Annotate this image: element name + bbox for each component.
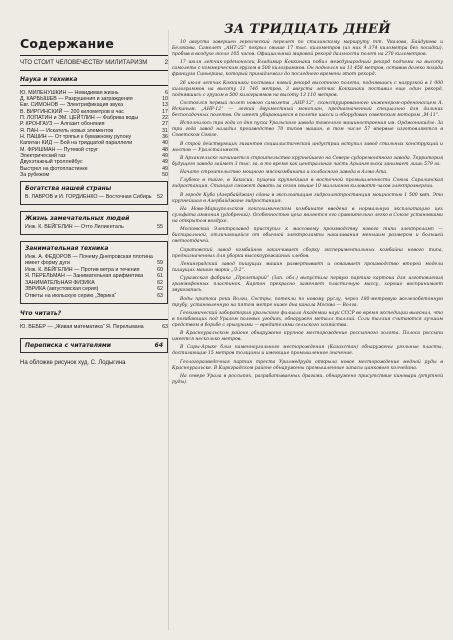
article-paragraph: В Красноуральском районе обнаружено крупное месторождение россыпного золота. Полоса россыпи имеется несколько метров. (172, 331, 443, 343)
toc-entry-title: ЗВРИКА (августовская серия) (25, 286, 99, 293)
article-paragraph: В Сары-Арыке близ каменноугольного месторождения (Казахстан) обнаружены угольные пласты, достигающие 15 метров толщины и имеющие промышленное значение. (172, 345, 443, 357)
toc-entry-page: 6 (165, 89, 168, 96)
toc-entry[interactable] (25, 194, 163, 201)
toc-entry-page: 63 (157, 293, 163, 300)
article-paragraph: Состоялся первый полет нового самолета „АНР-12“, сконструированного инженером-орденоносцем А. Искиным. „АНР-12“ — легкий двухместный моноплан, предназначенный специально для дальних беспосадочных полетов. Он имеет убирающееся в полете шасси и оборудован советским мотором „М-11“. (172, 100, 443, 119)
toc-entry-page: 63 (162, 323, 168, 330)
article-paragraph: 10 августа завершен героический перелет по сталинскому маршруту тт. Чкалова, Байдукова и Белякова. Самолет „АНТ-25“ покрыл свыше 17 тыс. километров (из них 9 374 километра без посадки), пробыв в воздухе около 105 часов. Официальный мировой рекорд дальности полет на 270 километров. (172, 40, 443, 58)
article-paragraph: В строй действующих гигантов социалистической индустрии вступил завод стальных конструкций и мостов — Уралстальмост. (172, 141, 443, 153)
toc-entry-title: П. ЛОПАТИН и ЭМ. ЦЕЙТЛИН — Фабрика воды (20, 114, 139, 121)
toc-entry-title: ЗАНИМАТЕЛЬНАЯ ФИЗИКА (25, 279, 95, 286)
toc-section-heading: Жизнь замечательных людей (25, 214, 130, 222)
article-body (172, 40, 443, 386)
column-divider (168, 30, 169, 630)
toc-entry-page: 50 (162, 171, 168, 178)
table-of-contents (20, 36, 168, 367)
toc-entry-page: 2 (164, 60, 168, 66)
toc-entry[interactable] (20, 172, 168, 178)
toc-entry-page: 59 (157, 260, 163, 267)
toc-entry-page: 10 (162, 95, 168, 102)
toc-entry[interactable] (25, 286, 163, 293)
article-paragraph: Исполнилось три года со дня пуска Уральского завода тяжелого машиностроения им. Орджоникидзе. За три года завод наладил производство 70 типов машин, в том числе 57 впервые изготовляются в Советском Союзе. (172, 121, 443, 139)
article-paragraph: Саратовский завод комбайнов заканчивает сборку экспериментальных комбайна нового типа, предназначенных для уборки высокоурожайных хлебов. (172, 247, 443, 259)
toc-section-heading: Занимательная техника (25, 244, 109, 252)
toc-entry-title: В. ЛАВРОВ и И. ГОРДИЕНКО — Восточная Сибирь (25, 194, 152, 201)
toc-entry-page: 48 (162, 146, 168, 153)
article-paragraph: В Архангельске начинается строительство крупнейшего на Севере судоремонтного завода. Территория будущего завода займет 3 тыс. га, в то время как центральная часть Архангельска занимает лишь 579 га. (172, 155, 443, 167)
toc-entry[interactable] (25, 267, 163, 274)
toc-entry-page: 62 (157, 279, 163, 286)
toc-entry-page: 49 (162, 152, 168, 159)
toc-entry-page: 22 (162, 114, 168, 121)
toc-entry-page: 61 (157, 273, 163, 280)
toc-entry-page: 17 (162, 108, 168, 115)
toc-entry-title: Электрический газ (20, 152, 66, 159)
news-article (172, 22, 443, 388)
article-paragraph: В городе Куба (Азербайджан) сдана в эксплоатацию гидроэлектростанция мощностью 1 500 квт. Это крупнейшая в Азербайджане гидростанция. (172, 192, 443, 204)
toc-title: Содержание (20, 36, 115, 51)
toc-section-science (20, 90, 168, 179)
toc-entry[interactable] (25, 254, 163, 267)
toc-divider (20, 85, 168, 86)
toc-entry-page: 27 (162, 121, 168, 128)
toc-entry-title: М. ФРИШМАН — Путевой струг (20, 146, 99, 153)
toc-section-heading: Что читать? (20, 309, 62, 317)
article-paragraph: На Ново-Мариупольском коксохимическом комбинате введена в нормальную эксплоатацию цех сульфата аммония (удобрений). Особенностью цеха является его сравнительно легко в Союзе установками на открытом воздухе. (172, 207, 443, 225)
toc-entry[interactable] (20, 324, 168, 330)
article-paragraph: Ленинградский завод пишущих машин развертывает и осваивает производство второй модели пишущих машин марки „Л-2“. (172, 261, 443, 273)
toc-entry[interactable] (25, 273, 163, 280)
toc-section-box (20, 181, 168, 205)
cover-note: На обложке рисунок худ. С. Лодыгина (20, 360, 126, 366)
toc-entry-title: За рубежом (20, 171, 50, 178)
toc-entry-title: Инж. К. ВЕЙГЕЛИН — Против ветра и течения (25, 266, 140, 273)
toc-entry-title: Р. КРОНГАУЗ — Алгазит обоняния (20, 121, 105, 128)
toc-section-heading: Наука и техника (20, 75, 78, 83)
toc-entry-page: 31 (162, 127, 168, 134)
toc-section-box (20, 338, 168, 353)
toc-entry-page: 55 (157, 223, 163, 230)
toc-entry-page: 52 (157, 194, 163, 201)
toc-entry-page: 36 (162, 133, 168, 140)
toc-entry-title: Капитан КИД — Бой на тридцатой параллели (20, 140, 133, 147)
article-paragraph: Суражская фабрика „Пролетарий“ (Зап. обл.) выпустила первую партию картона для изготовления граммофонных пластинок. Картон прекрасно заменяет пластичную массу, хорошо воспринимает звукозапись. (172, 276, 443, 294)
toc-entry-page: 64 (154, 342, 163, 349)
toc-entry-title: ЧТО СТОИТ ЧЕЛОВЕЧЕСТВУ МИЛИТАРИЗМ (20, 60, 148, 66)
article-paragraph: Глубоко в тайге, в Хакасии, пущена крупнейшая в восточной промышленности Союза Саралинская гидростанция. Станция сможет давать за сезон свыше 10 миллионов киловатт-часов электроэнергии. (172, 178, 443, 190)
toc-entry[interactable] (25, 293, 163, 300)
toc-entry-title: Д. КАРБЫШЕВ — Разрушения и заграждения (20, 95, 133, 102)
toc-entry-title: Ю. ВЕБЕР — „Живая математика“ Я. Перельмана (20, 323, 144, 330)
article-paragraph: 17 июля летчик-орденоносец Владимир Коккинаки побил международный рекорд подъема на высоту самолета с коммерческим грузом в 500 килограммов. Он поднялся на 11 458 метров, оставив далеко позади француза Синьерина, который принадлежал до последнего времени этот рекорд. (172, 60, 443, 78)
toc-entry-title: Ю. МИЛЕНУШКИН — Невидимая жизнь (20, 89, 119, 96)
toc-section-box (20, 211, 168, 235)
toc-entry-page: 13 (162, 102, 168, 109)
toc-lead-entry[interactable] (20, 60, 168, 68)
toc-entry[interactable] (25, 342, 163, 349)
toc-entry-title: Инж. К. ВЕЙГЕЛИН — Отто Лилиенталь (25, 223, 124, 230)
toc-divider (20, 55, 168, 56)
toc-section-box (20, 241, 168, 304)
toc-entry-title: Выстрел на фотопластинке (20, 165, 88, 172)
toc-entry-page: 60 (157, 266, 163, 273)
toc-entry-page: 49 (162, 159, 168, 166)
article-paragraph: Геологоразведочная партия треста Уралмедруда открыла новое месторождение медной руды в Красноуральске. В Киркградском районе обнаружены промышленные запасы цинкового колчедана. (172, 359, 443, 371)
article-paragraph: Начато строительство мощного мясокомбината и колбасного завода в Алма-Ата. (180, 170, 388, 176)
toc-entry-title: Ответы на июльскую серию „Эврика“ (25, 293, 117, 300)
toc-entry-title: Евг. СИМОНОВ — Электрификация звука (20, 102, 124, 109)
toc-entry-title: Переписка с читателями (25, 342, 111, 349)
toc-entry-page: 40 (162, 140, 168, 147)
article-paragraph: На севере Урала в россыпях, разрабатываемых драгами, обнаружено присутствие киновари (ртутной руды). (172, 374, 443, 386)
toc-entry-title: Я. ПАН — Искатель новых элементов (20, 127, 114, 134)
toc-divider (20, 319, 168, 320)
toc-entry-page: 62 (157, 286, 163, 293)
article-paragraph: Московский Электрозавод приступил к массовому производству нового типа электроламп — биспиральной, отличающейся от обычной электролампы накаливания меньшим размером и большей светоотдачей. (172, 227, 443, 245)
article-paragraph: Геохимический заборатория уральского филиала Академии наук СССР во время экспедиции выяснил, что в погибающих под Уралом полевых угодиях, обнаружен металл таллий. Соли таллия считаются лучшим средством в борьбе с грызунами — вредителями сельского хозяйства. (172, 310, 443, 328)
toc-entry[interactable] (25, 280, 163, 287)
article-title: ЗА ТРИДЦАТЬ ДНЕЙ (224, 22, 391, 37)
toc-entry-title: Двухэтажный троллейбус (20, 159, 83, 166)
toc-entry[interactable] (25, 224, 163, 231)
toc-entry-title: Инж. А. ФЕДОРОВ — Почему Днепровская плотина имеет форму дуги (25, 253, 153, 267)
article-paragraph: Воды притока реки Волги, Сестры, потекли по новому руслу, через 180-метровую железобетонную трубу, установленную на пятом метре ниже дна канала Москва — Волга. (172, 296, 443, 308)
toc-divider (20, 70, 168, 71)
toc-section-heading: Богатства нашей страны (25, 185, 112, 193)
toc-entry-title: Н. ПАШИН — От тряпья к бумажному рулону (20, 133, 132, 140)
article-paragraph: 26 июля летчик Коккинаки поставил новый рекорд высотного полета, поднявшись с нагрузкой в 1 000 килограммов на высоту 11 746 метров. 3 августа летчик Коккинаки поставил еще один рекорд, поднявшись с грузом в 500 килограммов на высоту 13 110 метров. (172, 80, 443, 98)
toc-entry-title: Я. ПЕРЕЛЬМАН — Занимательная арифметика (25, 273, 144, 280)
toc-entry-page: 49 (162, 165, 168, 172)
toc-entry-title: В. ВИРГИНСКИЙ — 200 километров в час (20, 108, 124, 115)
